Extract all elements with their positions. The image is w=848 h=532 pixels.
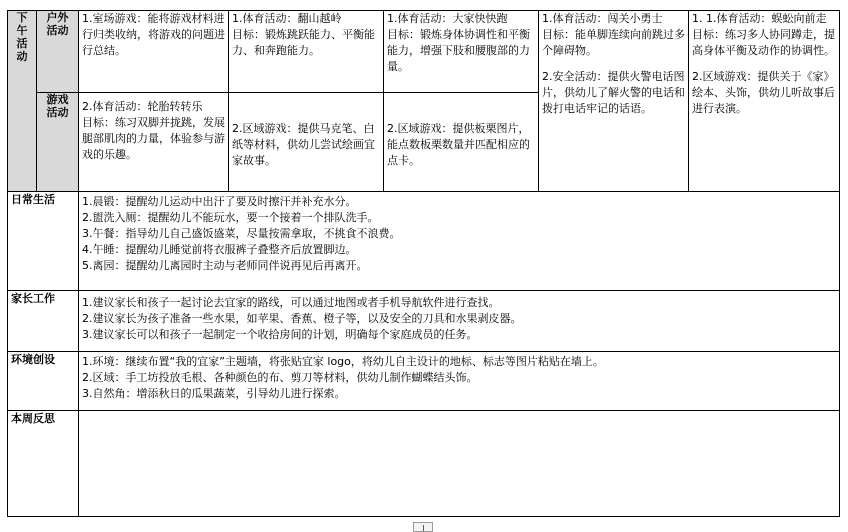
reflection-content[interactable] xyxy=(79,411,840,517)
outdoor-cell-day-3: 1.体育活动：大家快快跑 目标：锻炼身体协调性和平衡能力，增强下肢和腰腹部的力量。 xyxy=(384,11,539,93)
parent-work-content xyxy=(79,291,840,352)
daily-life-row xyxy=(8,192,840,291)
daily-life-item: 1.晨锻：提醒幼儿运动中出汗了要及时擦汗并补充水分。 xyxy=(82,195,357,208)
reflection-row xyxy=(8,411,840,517)
daily-life-label: 日常生活 xyxy=(8,192,79,291)
parent-work-item: 3.建议家长可以和孩子一起制定一个收拾房间的计划，明确每个家庭成员的任务。 xyxy=(82,328,478,341)
game-cell-day-3: 2.区域游戏：提供板栗图片，能点数板栗数量并匹配相应的点卡。 xyxy=(384,93,539,192)
daily-life-item: 5.离园：提醒幼儿离园时主动与老师同伴说再见后再离开。 xyxy=(82,259,368,272)
reflection-label: 本周反思 xyxy=(8,411,79,517)
parent-work-label: 家长工作 xyxy=(8,291,79,352)
afternoon-cell-day-5: 1. 1.体育活动：蜈蚣向前走 目标：练习多人协同蹲走，提高身体平衡及动作的协调性。 2.区域游戏：提供关于《家》绘本、头饰，供幼儿听故事后进行表演。 xyxy=(689,11,840,192)
afternoon-cell-day-4: 1.体育活动：闯关小勇士 目标：能单脚连续向前跳过多个障碍物。 2.安全活动：提供火警电话图片，供幼儿了解火警的电话和拨打电话牢记的话语。 xyxy=(539,11,689,192)
table-resize-handle[interactable] xyxy=(413,522,433,532)
daily-life-content xyxy=(79,192,840,291)
environment-label: 环境创设 xyxy=(8,352,79,411)
environment-content xyxy=(79,352,840,411)
weekly-plan-sheet xyxy=(7,10,839,520)
game-cell-day-2: 2.区域游戏：提供马克笔、白纸等材料，供幼儿尝试绘画宜家故事。 xyxy=(229,93,384,192)
parent-work-item: 1.建议家长和孩子一起讨论去宜家的路线，可以通过地图或者手机导航软件进行查找。 xyxy=(82,296,500,309)
parent-work-item: 2.建议家长为孩子准备一些水果，如苹果、香蕉、橙子等，以及安全的刀具和水果剥皮器。 xyxy=(82,312,522,325)
environment-item: 1.环境：继续布置“我的宜家”主题墙，将张贴宜家 logo，将幼儿自主设计的地标、标志等图片粘贴在墙上。 xyxy=(82,355,604,368)
outdoor-cell-day-1: 1.室场游戏：能将游戏材料进行归类收纳，将游戏的问题进行总结。 xyxy=(79,11,229,93)
outdoor-activity-row xyxy=(8,11,840,93)
daily-life-item: 2.盥洗入厕：提醒幼儿不能玩水，要一个接着一个排队洗手。 xyxy=(82,211,379,224)
environment-item: 2.区域：手工坊投放毛根、各种颜色的布、剪刀等材料，供幼儿制作蝴蝶结头饰。 xyxy=(82,371,478,384)
environment-row xyxy=(8,352,840,411)
environment-item: 3.自然角：增添秋日的瓜果蔬菜，引导幼儿进行探索。 xyxy=(82,387,346,400)
outdoor-activity-label: 户外活动 xyxy=(37,11,79,93)
parent-work-row xyxy=(8,291,840,352)
outdoor-cell-day-2: 1.体育活动：翻山越岭 目标：锻炼跳跃能力、平衡能力、和奔跑能力。 xyxy=(229,11,384,93)
weekly-plan-table xyxy=(7,10,840,517)
afternoon-section-label: 下午活动 xyxy=(8,11,37,192)
game-activity-label: 游戏活动 xyxy=(37,93,79,192)
daily-life-item: 3.午餐：指导幼儿自己盛饭盛菜，尽量按需拿取，不挑食不浪费。 xyxy=(82,227,401,240)
game-cell-day-1: 2.体育活动：轮胎转转乐 目标：练习双脚并拢跳，发展腿部肌肉的力量，体验参与游戏的乐趣。 xyxy=(79,93,229,192)
daily-life-item: 4.午睡：提醒幼儿睡觉前将衣服裤子叠整齐后放置脚边。 xyxy=(82,243,357,256)
